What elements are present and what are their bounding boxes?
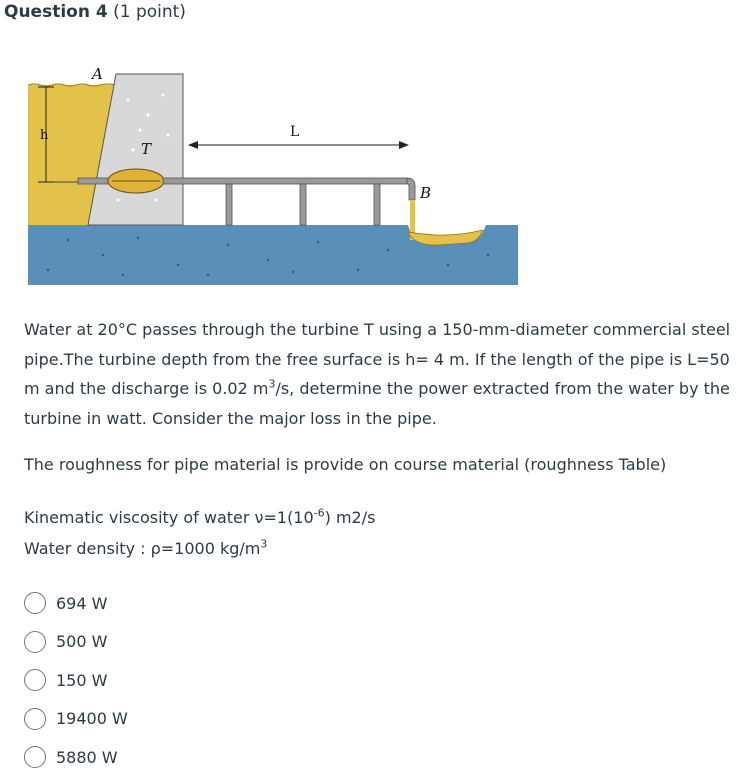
label-A: A	[92, 65, 103, 83]
radio-button[interactable]	[24, 592, 46, 614]
viscosity-line	[24, 502, 739, 533]
pipe-support	[374, 184, 380, 225]
answer-option-3[interactable]	[24, 661, 128, 700]
pipe	[163, 178, 407, 184]
viscosity-exponent: -6	[313, 506, 325, 520]
answer-option-1[interactable]	[24, 584, 128, 623]
properties	[24, 502, 739, 564]
density-text: Water density : ρ=1000 kg/m	[24, 539, 261, 558]
radio-button[interactable]	[24, 631, 46, 653]
label-B: B	[420, 184, 432, 202]
answer-option-4[interactable]	[24, 700, 128, 739]
problem-text-end: /s, determine the power extracted from the water by the turbine in watt. Consider the major loss in the pipe.	[24, 379, 730, 428]
question-title: Question 4	[4, 2, 108, 22]
label-h: h	[40, 128, 49, 143]
answer-label: 19400 W	[56, 709, 128, 729]
radio-button[interactable]	[24, 669, 46, 691]
answer-option-2[interactable]	[24, 623, 128, 662]
answer-option-5[interactable]	[24, 738, 128, 777]
answer-label: 150 W	[56, 670, 108, 690]
problem-statement	[24, 315, 739, 433]
ground	[28, 225, 518, 285]
problem-text-start: Water at 20°C passes through the turbine T using a 150-mm-diameter commercial steel pipe.The turbine depth from the free surface is h= 4 m. If the length of the pipe is L=50 m and the discharge is 0.02 m	[24, 320, 731, 398]
question-header	[4, 2, 186, 22]
roughness-note: The roughness for pipe material is provide on course material (roughness Table)	[24, 455, 667, 474]
viscosity-unit: ) m2/s	[324, 508, 376, 527]
density-line	[24, 533, 739, 564]
discharge-exponent: 3	[268, 377, 276, 391]
radio-button[interactable]	[24, 708, 46, 730]
turbine-diagram	[28, 60, 518, 290]
answer-label: 5880 W	[56, 747, 118, 767]
label-L: L	[290, 124, 300, 140]
pipe-support	[226, 184, 232, 225]
answer-options	[24, 584, 128, 777]
pipe-support	[300, 184, 306, 225]
density-exponent: 3	[260, 537, 268, 551]
pipe-elbow	[407, 178, 415, 200]
viscosity-text: Kinematic viscosity of water ν=1(10	[24, 508, 314, 527]
question-points: (1 point)	[113, 2, 186, 22]
label-T: T	[141, 140, 152, 158]
answer-label: 694 W	[56, 593, 108, 613]
radio-button[interactable]	[24, 746, 46, 768]
answer-label: 500 W	[56, 632, 108, 652]
